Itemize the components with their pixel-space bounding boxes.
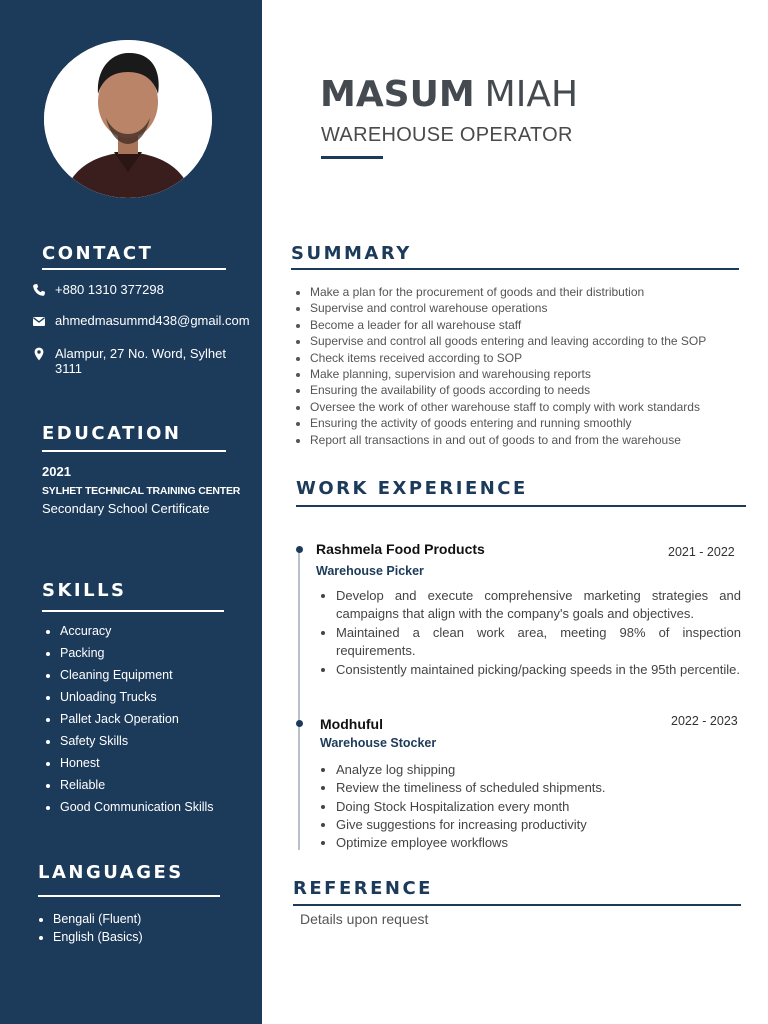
contact-email-text[interactable]: ahmedmasummd438@gmail.com	[55, 313, 250, 328]
language-item: • Bengali (Fluent)	[53, 910, 143, 928]
education-year: 2021	[42, 464, 71, 479]
skills-list	[42, 620, 214, 818]
contact-email	[32, 313, 250, 328]
job-duty-item: • Consistently maintained picking/packing speeds in the 95th percentile.	[336, 661, 741, 679]
sidebar	[0, 0, 262, 1024]
job-duty-item: • Doing Stock Hospitalization every month	[336, 798, 606, 816]
phone-icon	[32, 283, 46, 297]
email-icon	[32, 314, 46, 328]
contact-phone-text[interactable]: +880 1310 377298	[55, 282, 164, 297]
summary-item: • Become a leader for all warehouse staff	[310, 317, 706, 333]
job-duties-list	[317, 761, 606, 852]
full-name	[320, 74, 578, 115]
job-title: Warehouse Picker	[316, 564, 424, 578]
languages-divider	[38, 895, 220, 897]
job-duties-list	[317, 587, 741, 679]
experience-heading: WORK EXPERIENCE	[296, 478, 528, 499]
last-name: MIAH	[484, 74, 579, 115]
reference-divider	[293, 904, 741, 906]
education-degree: Secondary School Certificate	[42, 501, 210, 516]
summary-item: • Check items received according to SOP	[310, 350, 706, 366]
languages-heading: LANGUAGES	[38, 862, 184, 883]
skill-item: • Honest	[60, 752, 214, 774]
education-divider	[42, 450, 226, 452]
summary-list	[296, 284, 706, 448]
summary-divider	[291, 268, 739, 270]
job-duty-item: • Maintained a clean work area, meeting 98% of inspection requirements.	[336, 624, 741, 661]
contact-heading: CONTACT	[42, 243, 154, 264]
language-item: • English (Basics)	[53, 928, 143, 946]
job-duty-item: • Optimize employee workflows	[336, 834, 606, 852]
job-duty-item: • Review the timeliness of scheduled shipments.	[336, 779, 606, 797]
summary-item: • Make a plan for the procurement of goods and their distribution	[310, 284, 706, 300]
contact-phone	[32, 282, 164, 297]
education-heading: EDUCATION	[42, 423, 182, 444]
summary-item: • Ensuring the availability of goods according to needs	[310, 382, 706, 398]
experience-divider	[296, 505, 746, 507]
job-role: WAREHOUSE OPERATOR	[321, 124, 573, 146]
skills-divider	[42, 610, 224, 612]
role-underline	[321, 156, 383, 159]
job-title: Warehouse Stocker	[320, 736, 437, 750]
skills-heading: SKILLS	[42, 580, 127, 601]
timeline-dot	[296, 720, 303, 727]
skill-item: • Packing	[60, 642, 214, 664]
job-company: Rashmela Food Products	[316, 541, 485, 557]
contact-address-text: Alampur, 27 No. Word, Sylhet 3111	[55, 346, 227, 376]
job-duty-item: • Analyze log shipping	[336, 761, 606, 779]
location-pin-icon	[32, 347, 46, 361]
job-dates: 2021 - 2022	[668, 545, 735, 559]
summary-item: • Report all transactions in and out of goods to and from the warehouse	[310, 432, 706, 448]
timeline-dot	[296, 546, 303, 553]
skill-item: • Cleaning Equipment	[60, 664, 214, 686]
skill-item: • Pallet Jack Operation	[60, 708, 214, 730]
skill-item: • Reliable	[60, 774, 214, 796]
skill-item: • Good Communication Skills	[60, 796, 214, 818]
summary-item: • Ensuring the activity of goods entering and running smoothly	[310, 415, 706, 431]
job-duty-item: • Give suggestions for increasing productivity	[336, 816, 606, 834]
summary-item: • Supervise and control all goods entering and leaving according to the SOP	[310, 333, 706, 349]
job-company: Modhuful	[320, 716, 383, 732]
education-school: SYLHET TECHNICAL TRAINING CENTER	[42, 485, 241, 497]
first-name: MASUM	[320, 74, 475, 115]
reference-heading: REFERENCE	[293, 878, 433, 899]
experience-timeline	[298, 548, 300, 850]
summary-item: • Make planning, supervision and warehousing reports	[310, 366, 706, 382]
languages-list	[35, 910, 143, 946]
reference-text: Details upon request	[300, 911, 429, 927]
summary-item: • Oversee the work of other warehouse staff to comply with work standards	[310, 399, 706, 415]
skill-item: • Unloading Trucks	[60, 686, 214, 708]
summary-heading: SUMMARY	[291, 243, 412, 264]
profile-photo	[44, 40, 212, 198]
contact-address	[32, 346, 242, 376]
job-duty-item: • Develop and execute comprehensive marketing strategies and campaigns that align with the company's goals and objectives.	[336, 587, 741, 624]
summary-item: • Supervise and control warehouse operations	[310, 300, 706, 316]
job-dates: 2022 - 2023	[671, 714, 738, 728]
skill-item: • Safety Skills	[60, 730, 214, 752]
contact-divider	[42, 268, 226, 270]
skill-item: • Accuracy	[60, 620, 214, 642]
